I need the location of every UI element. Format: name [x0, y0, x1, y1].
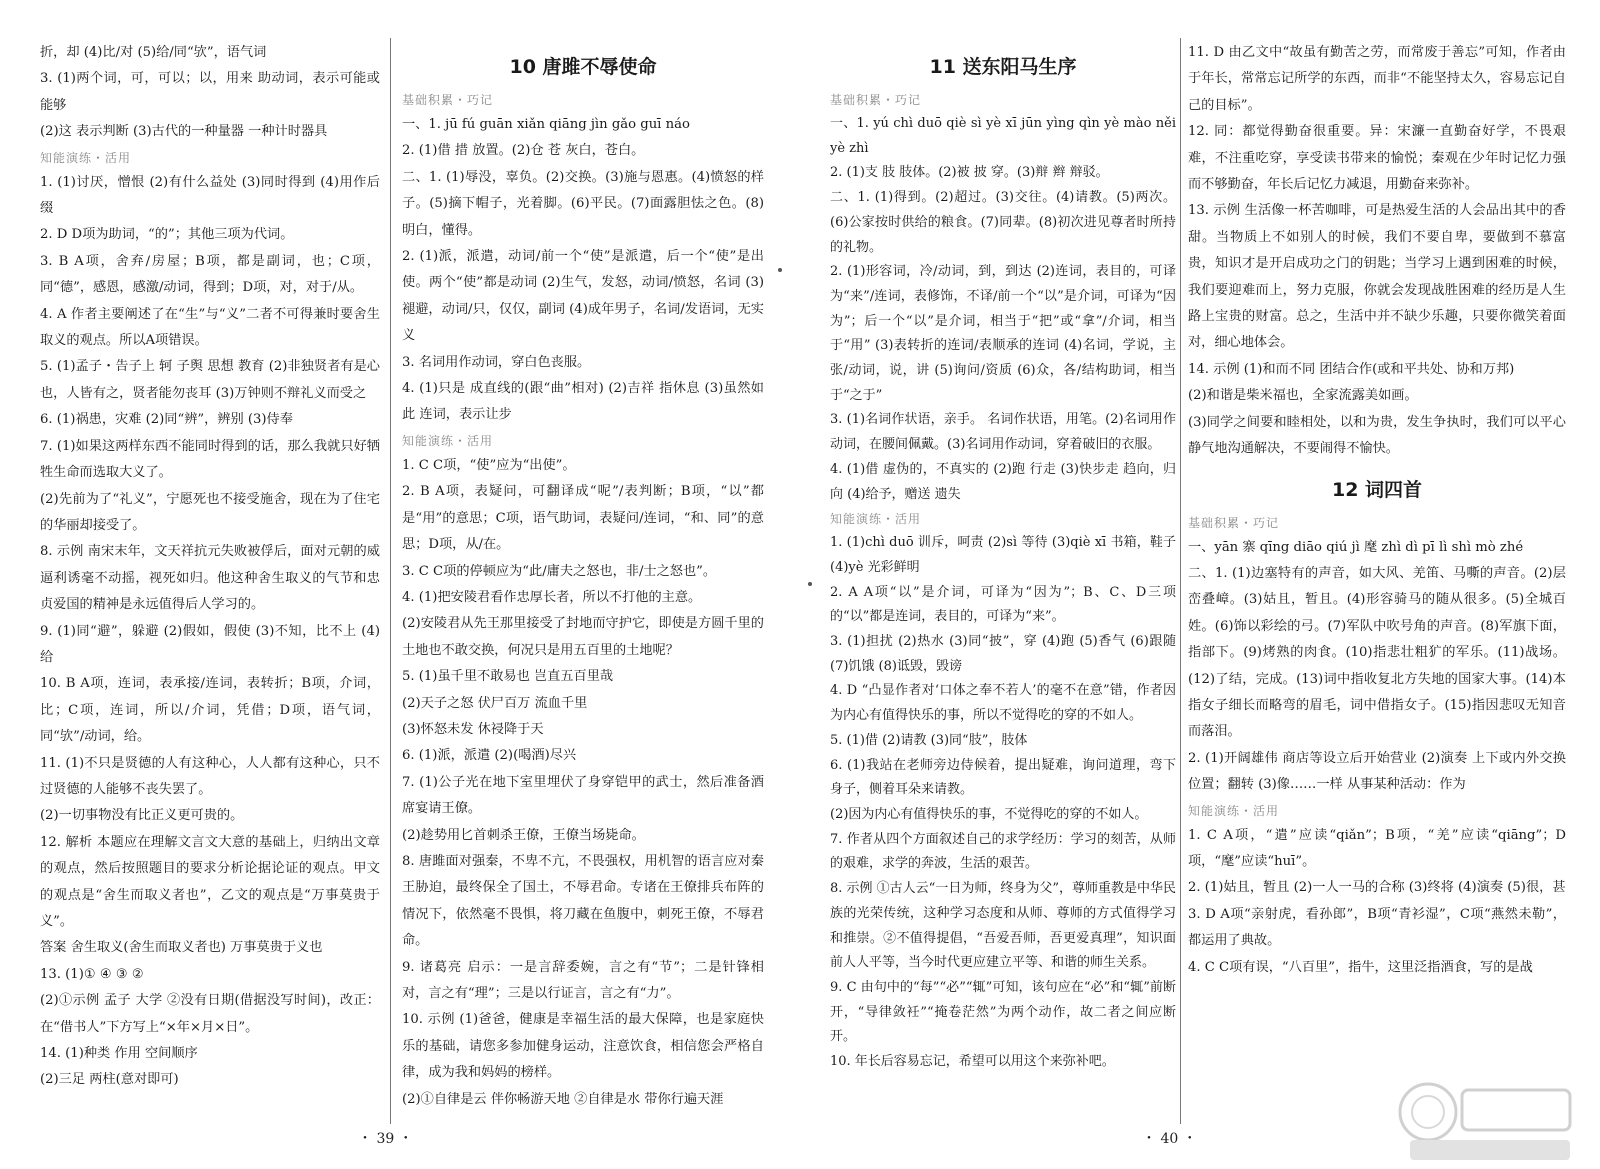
- answer-item: 10. 示例 (1)爸爸，健康是幸福生活的最大保障，也是家庭快乐的基础，请您多参加健身运动，注意饮食，相信您会严格自律，成为我和妈妈的榜样。: [402, 1012, 764, 1081]
- lesson-title: 12 词四首: [1331, 478, 1423, 501]
- answer-item: 4. (1)借 虚伪的，不真实的 (2)跑 行走 (3)快步走 趋向，归向 (4)给予，赠送 遗失: [830, 461, 1176, 502]
- answer-item: 3. (1)两个词，可，可以；以，用来 助动词，表示可能或能够: [40, 71, 380, 113]
- section-label: 知能演练・活用: [402, 433, 494, 448]
- binding-dot: [808, 582, 812, 586]
- section-label: 知能演练・活用: [830, 512, 922, 527]
- answer-item: (2)天子之怒 伏尸百万 流血千里: [402, 695, 588, 711]
- answer-item: 2. (1)派，派遣，动词/前一个“使”是派遣，后一个“使”是出使。两个“使”都是动词 (2)生气，发怒，动词/愤怒，名词 (3)褪避，动词/只，仅仅，副词 (4)成年男子，名词/发语词，无实义: [402, 249, 764, 344]
- section-label: 基础积累・巧记: [402, 93, 494, 107]
- answer-item: 3. (1)担扰 (2)热水 (3)同“披”，穿 (4)跑 (5)香气 (6)跟随 (7)饥饿 (8)诋毁，毁谤: [830, 634, 1176, 674]
- answer-item: 12. 解析 本题应在理解文言文大意的基础上，归纳出文章的观点，然后按照题目的要求分析论据论证的观点。甲文的观点是“舍生而取义者也”，乙文的观点是“万事莫贵于义”。: [40, 834, 380, 929]
- answer-item: 二、1. (1)得到。(2)超过。(3)交往。(4)请教。(5)两次。(6)公家按时供给的粮食。(7)同辈。(8)初次进见尊者时所持的礼物。: [830, 190, 1176, 255]
- answer-item: 3. (1)名词作状语，亲手。 名词作状语，用笔。(2)名词用作动词，在腰间佩戴。(3)名词用作动词，穿着破旧的衣服。: [830, 412, 1176, 453]
- column-2: [402, 40, 764, 1113]
- column-4: [1188, 40, 1566, 981]
- answer-item: 1. C A项，“遣”应读“qiǎn”；B项，“羌”应读“qiāng”；D项，“麾”应读“huī”。: [1188, 827, 1566, 869]
- answer-item: 4. D “凸显作者对‘口体之奉不若人’的毫不在意”错，作者因为内心有值得快乐的事，所以不觉得吃的穿的不如人。: [830, 683, 1176, 724]
- answer-item: (2)安陵君从先王那里接受了封地而守护它，即使是方圆千里的土地也不敢交换，何况只是用五百里的土地呢？: [402, 616, 764, 658]
- answer-item: 一、1. yú chì duō qiè sì yè xī jūn yìng qìn yè mào něi yè zhì: [830, 116, 1176, 156]
- answer-item: 11. D 由乙文中“故虽有勤苦之劳，而常废于善忘”可知，作者由于年长，常常忘记所学的东西，而非“不能坚持太久，容易忘记自己的目标”。: [1188, 45, 1566, 113]
- answer-item: 7. (1)如果这两样东西不能同时得到的话，那么我就只好牺牲生命而选取大义了。: [40, 438, 380, 481]
- answer-item: 14. 示例 (1)和而不同 团结合作(或和平共处、协和万邦): [1188, 361, 1515, 377]
- answer-item: 1. (1)chì duō 训斥，呵责 (2)sì 等待 (3)qiè xī 书箱，鞋子 (4)yè 光彩鲜明: [830, 535, 1176, 575]
- answer-item: 2. A A项“以”是介词，可译为“因为”；B、C、D三项的“以”都是连词，表目的，可译为“来”。: [830, 584, 1176, 625]
- watermark-logo: [1390, 1078, 1580, 1164]
- answer-item: (2)趁势用匕首刺杀王僚，王僚当场毙命。: [402, 827, 645, 843]
- answer-item: 2. (1)开阔雄伟 商店等设立后开始营业 (2)演奏 上下或内外交换位置；翻转 (3)像……一样 从事某种活动：作为: [1188, 750, 1566, 793]
- answer-item: 折，却 (4)比/对 (5)给/同“欤”，语气词: [40, 45, 267, 60]
- answer-item: (2)①自律是云 伴你畅游天地 ②自律是水 带你行遍天涯: [402, 1091, 724, 1107]
- page-number-left: ・ 39 ・: [358, 1131, 413, 1147]
- answer-item: 4. C C项有误，“八百里”，指牛，这里泛指酒食，写的是战: [1188, 959, 1533, 975]
- answer-item: (2)①示例 孟子 大学 ②没有日期(借据没写时间)，改正：在“借书人”下方写上“×年×月×日”。: [40, 993, 380, 1035]
- column-1: [40, 40, 380, 1094]
- answer-item: 12. 同：都觉得勤奋很重要。异：宋濂一直勤奋好学，不畏艰难，不注重吃穿，享受读书带来的愉悦；秦观在少年时记忆力强而不够勤奋，年长后记忆力减退，用勤奋来弥补。: [1188, 124, 1566, 193]
- answer-item: 3. D A项“亲射虎，看孙郎”，B项“青衫湿”，C项“燕然未勒”，都运用了典故。: [1188, 906, 1566, 949]
- answer-item: (2)三足 两柱(意对即可): [40, 1072, 179, 1088]
- answer-item: 9. (1)同“避”，躲避 (2)假如，假使 (3)不知，比不上 (4)给: [40, 623, 380, 665]
- answer-item: 13. 示例 生活像一杯苦咖啡，可是热爱生活的人会品出其中的香甜。当物质上不如别人的时候，我们不要自卑，要做到不慕富贵，知识才是开启成功之门的钥匙；当学习上遇到困难的时候，我们要迎难而上，努力克服，你就会发现战胜困难的经历是人生路上宝贵的财富。总之，生活中并不缺少乐趣，只要你微笑着面对，细心地体会。: [1188, 203, 1566, 351]
- answer-item: 1. C C项，“使”应为“出使”。: [402, 457, 576, 473]
- answer-item: 5. (1)虽千里不敢易也 岂直五百里哉: [402, 669, 614, 685]
- answer-item: (2)一切事物没有比正义更可贵的。: [40, 808, 244, 824]
- answer-item: 1. (1)讨厌，憎恨 (2)有什么益处 (3)同时得到 (4)用作后缀: [40, 174, 380, 217]
- answer-item: 一、1. jū fú guān xiǎn qiāng jìn gǎo guī náo: [402, 117, 690, 132]
- lesson-title: 11 送东阳马生序: [929, 56, 1077, 78]
- answer-item: 6. (1)派，派遣 (2)(喝酒)尽兴: [402, 748, 577, 764]
- answer-item: 11. (1)不只是贤德的人有这种心，人人都有这种心，只不过贤德的人能够不丧失罢了。: [40, 755, 380, 797]
- lesson-title: 10 唐雎不辱使命: [509, 56, 657, 78]
- answer-item: 3. 名词用作动词，穿白色丧服。: [402, 354, 591, 370]
- section-label: 知能演练・活用: [40, 150, 132, 165]
- answer-item: 8. 示例 南宋末年，文天祥抗元失败被俘后，面对元朝的威逼利诱毫不动摇，视死如归。他这种舍生取义的气节和忠贞爱国的精神是永远值得后人学习的。: [40, 544, 380, 613]
- answer-item: 2. (1)姑且，暂且 (2)一人一马的合称 (3)终将 (4)演奏 (5)很，甚: [1188, 880, 1566, 896]
- answer-item: (2)先前为了“礼义”，宁愿死也不接受施舍，现在为了住宅的华丽却接受了。: [40, 491, 380, 533]
- section-label: 基础积累・巧记: [1188, 515, 1280, 530]
- answer-item: 9. 诸葛亮 启示：一是言辞委婉，言之有“节”；二是针锋相对，言之有“理”；三是以行证言，言之有“力”。: [402, 959, 764, 1001]
- answer-item: 4. (1)把安陵君看作忠厚长者，所以不打他的主意。: [402, 589, 702, 605]
- column-divider: [1180, 38, 1181, 1124]
- answer-item: 9. C 由句中的“每”“必”“辄”可知，该句应在“必”和“辄”前断开，“导律敛衽”“掩卷茫然”为两个动作，故二者之间应断开。: [830, 979, 1176, 1045]
- section-label: 基础积累・巧记: [830, 93, 922, 107]
- answer-item: 2. (1)借 措 放置。(2)仓 苍 灰白，苍白。: [402, 143, 645, 159]
- answer-item: 4. (1)只是 成直线的(跟“曲”相对) (2)吉祥 指休息 (3)虽然如此 连词，表示让步: [402, 381, 764, 423]
- answer-item: 5. (1)孟子・告子上 轲 子舆 思想 教育 (2)非独贤者有是心也，人皆有之，贤者能勿丧耳 (3)万钟则不辩礼义而受之: [40, 359, 380, 401]
- answer-item: 3. B A项，舍弃/房屋；B项，都是副词，也；C项，同“德”，感恩，感激/动词，得到；D项，对，对于/从。: [40, 253, 380, 296]
- answer-item: 4. A 作者主要阐述了在“生”与“义”二者不可得兼时要舍生取义的观点。所以A项错误。: [40, 306, 380, 349]
- answer-item: 一、yān 寨 qīng diāo qiú jì 麾 zhì dì pī lì shì mò zhé: [1188, 539, 1524, 555]
- answer-item: 2. (1)形容词，冷/动词，到，到达 (2)连词，表目的，可译为“来”/连词，表修饰，不译/前一个“以”是介词，可译为“因为”；后一个“以”是介词，相当于“把”或“拿”/介词，相当于“用” (3)表转折的连词/表顺承的连词 (4)名词，学说，主张/动词，说，讲 (5)询问/资质 (6)众，各/结构助词，相当于“之于”: [830, 264, 1176, 403]
- page-number-right: ・ 40 ・: [1142, 1131, 1197, 1147]
- answer-item: 6. (1)我站在老师旁边侍候着，提出疑难，询问道理，弯下身子，侧着耳朵来请教。: [830, 757, 1176, 798]
- answer-item: 5. (1)借 (2)请教 (3)同“肢”，肢体: [830, 732, 1028, 748]
- column-divider: [390, 38, 391, 1124]
- answer-item: 8. 示例 ①古人云“一日为师，终身为父”，尊师重教是中华民族的光荣传统，这种学习态度和从师、尊师的方式值得学习和推崇。②不值得提倡，“吾爱吾师，吾更爱真理”，知识面前人人平等，当今时代更应建立平等、和谐的师生关系。: [830, 881, 1176, 971]
- answer-item: 13. (1)① ④ ③ ②: [40, 966, 144, 982]
- answer-item: 二、1. (1)边塞特有的声音，如大风、羌笛、马嘶的声音。(2)层峦叠嶂。(3)姑且，暂且。(4)形容骑马的随从很多。(5)全城百姓。(6)饰以彩绘的弓。(7)军队中吹号角的声音。(8)军旗下面，指部下。(9)烤熟的肉食。(10)指悲壮粗犷的军乐。(11)战场。(12)了结，完成。(13)词中指收复北方失地的国家大事。(14)本指女子细长而略弯的眉毛，词中借指女子。(15)指因悲叹无知音而落泪。: [1188, 565, 1566, 740]
- answer-item: (3)怀怒未发 休祲降于天: [402, 721, 544, 737]
- answer-item: 2. D D项为助词，“的”；其他三项为代词。: [40, 227, 294, 243]
- answer-item: 10. 年长后容易忘记，希望可以用这个来弥补吧。: [830, 1054, 1115, 1070]
- answer-item: (3)同学之间要和睦相处，以和为贵，发生争执时，我们可以平心静气地沟通解决，不要闹得不愉快。: [1188, 414, 1566, 457]
- answer-item: (2)这 表示判断 (3)古代的一种量器 一种计时器具: [40, 124, 328, 140]
- binding-dot: [778, 268, 782, 272]
- section-label: 知能演练・活用: [1188, 803, 1280, 818]
- answer-item: 二、1. (1)辱没，辜负。(2)交换。(3)施与恩惠。(4)愤怒的样子。(5)摘下帽子，光着脚。(6)平民。(7)面露胆怯之色。(8)明白，懂得。: [402, 169, 764, 238]
- answer-item: 6. (1)祸患，灾难 (2)同“辨”，辨别 (3)侍奉: [40, 412, 293, 428]
- answer-item: (2)和谐是柴米福也，全家流露美如画。: [1188, 388, 1418, 404]
- answer-item: (2)因为内心有值得快乐的事，不觉得吃的穿的不如人。: [830, 806, 1148, 822]
- column-3: [830, 40, 1176, 1075]
- answer-item: 答案 舍生取义(舍生而取义者也) 万事莫贵于义也: [40, 940, 323, 956]
- answer-item: 3. C C项的停顿应为“此/庸夫之怒也，非/士之怒也”。: [402, 563, 717, 579]
- answer-item: 7. (1)公子光在地下室里埋伏了身穿铠甲的武士，然后准备酒席宴请王僚。: [402, 774, 764, 817]
- answer-item: 10. B A项，连词，表承接/连词，表转折；B项，介词，比；C项，连词，所以/介词，凭借；D项，语气词，同“欤”/动词，给。: [40, 676, 380, 745]
- answer-item: 2. B A项，表疑问，可翻译成“呢”/表判断；B项，“以”都是“用”的意思；C项，语气助词，表疑问/连词，“和、同”的意思；D项，从/在。: [402, 484, 764, 553]
- answer-item: 8. 唐雎面对强秦，不卑不亢，不畏强权，用机智的语言应对秦王胁迫，最终保全了国土，不辱君命。专诸在王僚排兵布阵的情况下，依然毫不畏惧，将刀藏在鱼腹中，刺死王僚，不辱君命。: [402, 853, 764, 949]
- answer-item: 2. (1)支 肢 肢体。(2)被 披 穿。(3)辩 辫 辩驳。: [830, 165, 1109, 181]
- answer-item: 14. (1)种类 作用 空间顺序: [40, 1046, 198, 1062]
- answer-item: 7. 作者从四个方面叙述自己的求学经历：学习的刻苦，从师的艰难，求学的奔波，生活的艰苦。: [830, 831, 1176, 872]
